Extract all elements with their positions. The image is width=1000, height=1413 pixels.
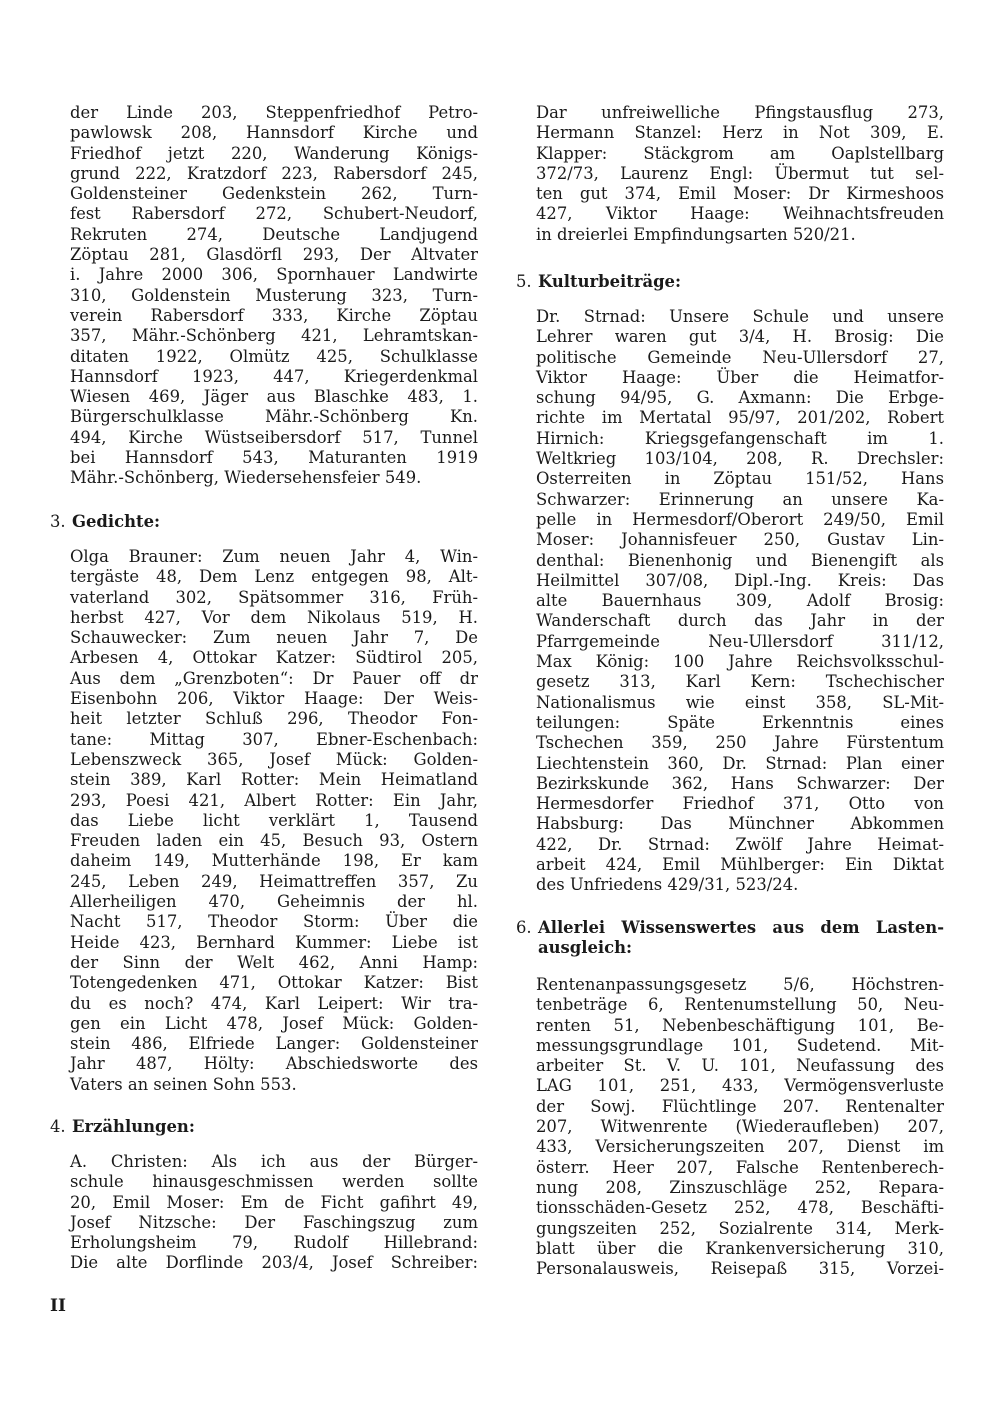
text-line: i. Jahre 2000 306, Spornhauer Landwirte — [70, 265, 478, 285]
text-line: 20, Emil Moser: Em de Ficht gafihrt 49, — [70, 1192, 478, 1212]
text-line: Schwarzer: Erinnerung an unsere Ka- — [536, 489, 944, 509]
text-line: tane: Mittag 307, Ebner-Eschenbach: — [70, 729, 478, 749]
text-line: arbeiter St. V. U. 101, Neufassung des — [536, 1056, 944, 1076]
text-line: Allerheiligen 470, Geheimnis der hl. — [70, 892, 478, 912]
text-line: Aus dem „Grenzboten“: Dr Pauer off dr — [70, 668, 478, 688]
section-4-heading — [50, 1117, 195, 1137]
text-line: richte im Mertatal 95/97, 201/202, Robert — [536, 408, 944, 428]
text-line: Liechtenstein 360, Dr. Strnad: Plan einer — [536, 753, 944, 773]
text-line: Pfarrgemeinde Neu-Ullersdorf 311/12, — [536, 631, 944, 651]
text-line: gesetz 313, Karl Kern: Tschechischer — [536, 672, 944, 692]
section-5-heading — [516, 272, 682, 292]
text-line: Hirnich: Kriegsgefangenschaft im 1. — [536, 428, 944, 448]
text-line: Bürgerschulklasse Mähr.-Schönberg Kn. — [70, 407, 478, 427]
text-line: Heide 423, Bernhard Kummer: Liebe ist — [70, 932, 478, 952]
text-line: Osterreiten in Zöptau 151/52, Hans — [536, 469, 944, 489]
text-line: Hermann Stanzel: Herz in Not 309, E. — [536, 123, 944, 143]
text-line: A. Christen: Als ich aus der Bürger- — [70, 1152, 478, 1171]
text-line: das Liebe licht verklärt 1, Tausend — [70, 810, 478, 830]
text-line: Max König: 100 Jahre Reichsvolksschul- — [536, 652, 944, 672]
text-line: Die alte Dorflinde 203/4, Josef Schreiber: — [70, 1253, 478, 1273]
text-line: Josef Nitzsche: Der Faschingszug zum — [70, 1212, 478, 1232]
text-line: Wanderschaft durch das Jahr in der — [536, 611, 944, 631]
text-line: Wiesen 469, Jäger aus Blaschke 483, 1. — [70, 387, 478, 407]
text-line: Friedhof jetzt 220, Wanderung Königs- — [70, 143, 478, 163]
text-line: Rentenanpassungsgesetz 5/6, Höchstren- — [536, 975, 944, 994]
text-line: in dreierlei Empfindungsarten 520/21. — [536, 224, 856, 244]
section-title-continuation: ausgleich: — [538, 938, 633, 958]
text-line: 494, Kirche Wüstseibersdorf 517, Tunnel — [70, 427, 478, 447]
text-line: Schauwecker: Zum neuen Jahr 7, De — [70, 628, 478, 648]
text-line: 372/73, Laurenz Engl: Übermut tut sel- — [536, 163, 944, 183]
page-number: II — [50, 1296, 66, 1316]
text-line: denthal: Bienenhonig und Bienengift als — [536, 550, 944, 570]
section-number: 3. — [50, 512, 66, 531]
text-line: 293, Poesi 421, Albert Rotter: Ein Jahr, — [70, 790, 478, 810]
text-line: der Sowj. Flüchtlinge 207. Rentenalter — [536, 1096, 944, 1116]
text-line: arbeit 424, Emil Mühlberger: Ein Diktat — [536, 855, 944, 875]
text-line: Nacht 517, Theodor Storm: Über die — [70, 912, 478, 932]
text-line: Nationalismus wie einst 358, SL-Mit- — [536, 692, 944, 712]
text-line: renten 51, Nebenbeschäftigung 101, Be- — [536, 1015, 944, 1035]
text-line: tergäste 48, Dem Lenz entgegen 98, Alt- — [70, 567, 478, 587]
text-line: der Linde 203, Steppenfriedhof Petro- — [70, 103, 478, 122]
text-line: Freuden laden ein 45, Besuch 93, Ostern — [70, 831, 478, 851]
text-line: ditaten 1922, Olmütz 425, Schulklasse — [70, 346, 478, 366]
text-line: Hermesdorfer Friedhof 371, Otto von — [536, 794, 944, 814]
text-line: blatt über die Krankenversicherung 310, — [536, 1238, 944, 1258]
text-line: Personalausweis, Reisepaß 315, Vorzei- — [536, 1259, 944, 1279]
text-line: Vaters an seinen Sohn 553. — [70, 1074, 297, 1094]
right-intro-paragraph — [536, 103, 944, 245]
text-line: Hannsdorf 1923, 447, Kriegerdenkmal — [70, 366, 478, 386]
section-4-paragraph — [70, 1152, 478, 1274]
text-line: messungsgrundlage 101, Sudetend. Mit- — [536, 1035, 944, 1055]
text-line: 207, Witwenrente (Wiederaufleben) 207, — [536, 1117, 944, 1137]
text-line: Dr. Strnad: Unsere Schule und unsere — [536, 307, 944, 326]
text-line: politische Gemeinde Neu-Ullersdorf 27, — [536, 347, 944, 367]
text-line: tenbeträge 6, Rentenumstellung 50, Neu- — [536, 995, 944, 1015]
text-line: Olga Brauner: Zum neuen Jahr 4, Win- — [70, 547, 478, 566]
text-line: du es noch? 474, Karl Leipert: Wir tra- — [70, 993, 478, 1013]
section-5-paragraph — [536, 307, 944, 896]
section-title: Erzählungen: — [72, 1117, 195, 1136]
text-line: Tschechen 359, 250 Jahre Fürstentum — [536, 733, 944, 753]
text-line: pelle in Hermesdorf/Oberort 249/50, Emil — [536, 509, 944, 529]
left-intro-paragraph — [70, 103, 478, 489]
text-line: 427, Viktor Haage: Weihnachtsfreuden — [536, 204, 944, 224]
text-line: tionsschäden-Gesetz 252, 478, Beschäfti- — [536, 1198, 944, 1218]
text-line: Weltkrieg 103/104, 208, R. Drechsler: — [536, 449, 944, 469]
text-line: 357, Mähr.-Schönberg 421, Lehramtskan- — [70, 326, 478, 346]
text-line: schule hinausgeschmissen werden sollte — [70, 1172, 478, 1192]
text-line: gen ein Licht 478, Josef Mück: Golden- — [70, 1013, 478, 1033]
text-line: gungszeiten 252, Sozialrente 314, Merk- — [536, 1218, 944, 1238]
text-line: Heilmittel 307/08, Dipl.-Ing. Kreis: Das — [536, 570, 944, 590]
text-line: schung 94/95, G. Axmann: Die Erbge- — [536, 388, 944, 408]
text-line: Zöptau 281, Glasdörfl 293, Der Altvater — [70, 245, 478, 265]
text-line: Lebenszweck 365, Josef Mück: Golden- — [70, 749, 478, 769]
text-line: Viktor Haage: Über die Heimatfor- — [536, 367, 944, 387]
text-line: Totengedenken 471, Ottokar Katzer: Bist — [70, 973, 478, 993]
section-6-heading — [516, 918, 944, 959]
text-line: Arbesen 4, Ottokar Katzer: Südtirol 205, — [70, 648, 478, 668]
text-line: ten gut 374, Emil Moser: Dr Kirmeshoos — [536, 184, 944, 204]
text-line: daheim 149, Mutterhände 198, Er kam — [70, 851, 478, 871]
text-line: stein 389, Karl Rotter: Mein Heimatland — [70, 770, 478, 790]
text-line: Goldensteiner Gedenkstein 262, Turn- — [70, 184, 478, 204]
text-line: des Unfriedens 429/31, 523/24. — [536, 875, 799, 895]
text-line: vaterland 302, Spätsommer 316, Früh- — [70, 587, 478, 607]
section-3-paragraph — [70, 547, 478, 1095]
text-line: Klapper: Stäckgrom am Oaplstellbarg — [536, 143, 944, 163]
section-3-heading — [50, 512, 161, 532]
text-line: Mähr.-Schönberg, Wiedersehensfeier 549. — [70, 468, 422, 488]
text-line: verein Rabersdorf 333, Kirche Zöptau — [70, 305, 478, 325]
text-line: Bezirkskunde 362, Hans Schwarzer: Der — [536, 773, 944, 793]
text-line: Erholungsheim 79, Rudolf Hillebrand: — [70, 1233, 478, 1253]
text-line: herbst 427, Vor dem Nikolaus 519, H. — [70, 607, 478, 627]
section-title: Allerlei Wissenswertes aus dem Lasten- — [538, 918, 944, 937]
text-line: Habsburg: Das Münchner Abkommen — [536, 814, 944, 834]
text-line: 245, Leben 249, Heimattreffen 357, Zu — [70, 871, 478, 891]
text-line: Dar unfreiwelliche Pfingstausflug 273, — [536, 103, 944, 122]
text-line: österr. Heer 207, Falsche Rentenberech- — [536, 1157, 944, 1177]
text-line: 433, Versicherungszeiten 207, Dienst im — [536, 1137, 944, 1157]
section-number: 5. — [516, 272, 532, 291]
text-line: 310, Goldenstein Musterung 323, Turn- — [70, 285, 478, 305]
text-line: grund 222, Kratzdorf 223, Rabersdorf 245, — [70, 163, 478, 183]
text-line: pawlowsk 208, Hannsdorf Kirche und — [70, 123, 478, 143]
section-number: 4. — [50, 1117, 66, 1136]
text-line: heit letzter Schluß 296, Theodor Fon- — [70, 709, 478, 729]
text-line: nung 208, Zinszuschläge 252, Repara- — [536, 1177, 944, 1197]
section-number: 6. — [516, 918, 532, 937]
text-line: Jahr 487, Hölty: Abschiedsworte des — [70, 1054, 478, 1074]
text-line: LAG 101, 251, 433, Vermögensverluste — [536, 1076, 944, 1096]
text-line: alte Bauernhaus 309, Adolf Brosig: — [536, 591, 944, 611]
section-6-paragraph — [536, 975, 944, 1279]
text-line: fest Rabersdorf 272, Schubert-Neudorf, — [70, 204, 478, 224]
text-line: der Sinn der Welt 462, Anni Hamp: — [70, 952, 478, 972]
text-line: Rekruten 274, Deutsche Landjugend — [70, 224, 478, 244]
section-title: Gedichte: — [72, 512, 161, 531]
text-line: 422, Dr. Strnad: Zwölf Jahre Heimat- — [536, 834, 944, 854]
text-line: teilungen: Späte Erkenntnis eines — [536, 712, 944, 732]
text-line: bei Hannsdorf 543, Maturanten 1919 — [70, 448, 478, 468]
text-line: Moser: Johannisfeuer 250, Gustav Lin- — [536, 530, 944, 550]
text-line: stein 486, Elfriede Langer: Goldensteiner — [70, 1034, 478, 1054]
text-line: Lehrer waren gut 3/4, H. Brosig: Die — [536, 327, 944, 347]
text-line: Eisenbohn 206, Viktor Haage: Der Weis- — [70, 689, 478, 709]
section-title: Kulturbeiträge: — [538, 272, 682, 291]
